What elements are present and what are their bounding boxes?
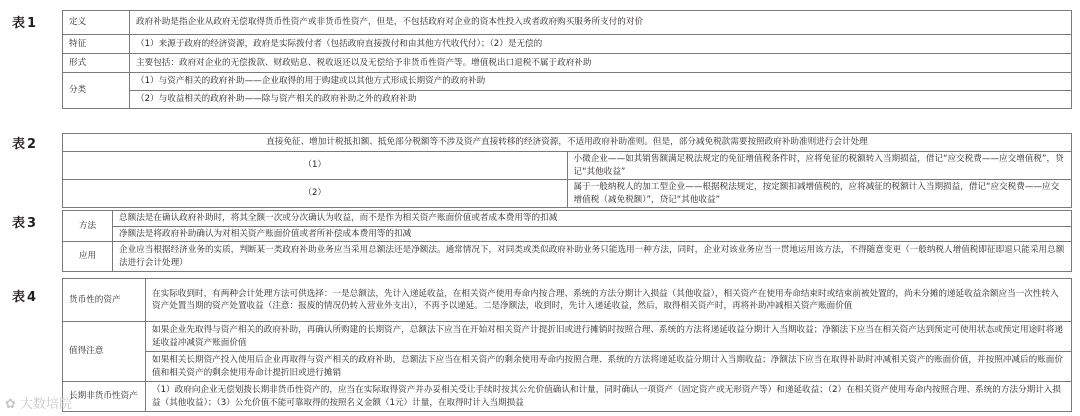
watermark — [5, 393, 72, 412]
row-content: 小微企业——如其销售额满足税法规定的免征增值税条件时，应将免征的税额转入当期损益，借记“应交税费——应交增值税”，贷记“其他收益” — [567, 152, 1072, 180]
row-key: 形式 — [63, 54, 130, 73]
table-1 — [62, 10, 1072, 109]
row-key: （1） — [63, 152, 568, 180]
row-key: 定义 — [63, 11, 130, 35]
table-4 — [62, 278, 1072, 412]
watermark-logo-icon: ✿ — [5, 397, 16, 412]
row-content: 总额法是在确认政府补助时，将其全额一次或分次确认为收益，而不是作为相关资产账面价值或者成本费用等的扣减 — [113, 211, 1072, 227]
table-row — [63, 11, 1072, 35]
table-row — [63, 279, 1072, 322]
row-content: 如果企业先取得与资产相关的政府补助，再确认所购建的长期资产，总额法下应当在开始对相关资产计提折旧或进行摊销时按照合理、系统的方法将递延收益分期计入当期收益；净额法下应当在相关资产达到预定可使用状态或预定用途时将递延收益冲减资产账面价值 — [146, 322, 1072, 352]
row-content: 在实际收到时，有两种会计处理方法可供选择：一是总额法，先计入递延收益，在相关资产使用寿命内按合理、系统的方法分期计入损益（其他收益），相关资产在使用寿命结束时或结束前被处置的，尚未分摊的递延收益余额应当一次性转入资产处置当期的资产处置收益（注意：报废的情况仍转入营业外支出），不再予以递延。二是净额法，收到时，先计入递延收益，然后，取得相关资产时，再将补助冲减相关资产账面价值 — [146, 279, 1072, 322]
table-row — [63, 180, 1072, 208]
table-2 — [62, 133, 1072, 208]
table-row — [63, 91, 1072, 109]
table-row — [63, 73, 1072, 91]
table-row — [63, 211, 1072, 227]
row-key: 分类 — [63, 73, 130, 109]
table-header: 直接免征、增加计税抵扣额、抵免部分税额等不涉及资产直接转移的经济资源，不适用政府补助准则。但是，部分减免税款需要按照政府补助准则进行会计处理 — [63, 134, 1072, 152]
table-3 — [62, 210, 1072, 272]
row-content: 净额法是将政府补助确认为对相关资产账面价值或者所补偿成本费用等的扣减 — [113, 226, 1072, 242]
row-key: 货币性的资产 — [63, 279, 146, 322]
table-row — [63, 152, 1072, 180]
row-key: 方法 — [63, 211, 113, 242]
row-content: 属于一般纳税人的加工型企业——根据税法规定，按定额扣减增值税的，应将减征的税额计入当期损益，借记“应交税费——应交增值税（减免税额）”，贷记“其他收益” — [567, 180, 1072, 208]
table-row — [63, 226, 1072, 242]
table-row — [63, 352, 1072, 382]
row-key: （2） — [63, 180, 568, 208]
row-content: 主要包括：政府对企业的无偿拨款、财政贴息、税收返还以及无偿给予非货币性资产等。增值税出口退税不属于政府补助 — [130, 54, 1072, 73]
row-content: （1）政府向企业无偿划拨长期非货币性资产的，应当在实际取得资产并办妥相关受让手续时按其公允价值确认和计量，同时确认一项资产（固定资产或无形资产等）和递延收益；（2）在相关资产使用寿命内按照合理、系统的方法分期计入损益（其他收益）；（3）公允价值不能可靠取得的按照名义金额（1元）计量，在取得时计入当期损益 — [146, 382, 1072, 412]
table-row — [63, 54, 1072, 73]
row-content: 企业应当根据经济业务的实质，判断某一类政府补助业务应当采用总额法还是净额法。通常情况下，对同类或类似政府补助业务只能选用一种方法，同时，企业对该业务应当一贯地运用该方法，不得随意变更（一般纳税人增值税即征即退只能采用总额法进行会计处理） — [113, 242, 1072, 272]
table-header-row — [63, 134, 1072, 152]
table-2-label: 表2 — [12, 137, 39, 152]
table-row — [63, 242, 1072, 272]
row-content: （2）与收益相关的政府补助——除与资产相关的政府补助之外的政府补助 — [130, 91, 1072, 109]
row-key: 应用 — [63, 242, 113, 272]
table-row — [63, 382, 1072, 412]
row-content: 政府补助是指企业从政府无偿取得货币性资产或非货币性资产，但是，不包括政府对企业的资本性投入或者政府购买服务所支付的对价 — [130, 11, 1072, 35]
row-key: 特征 — [63, 35, 130, 54]
row-content: 如果相关长期资产投入使用后企业再取得与资产相关的政府补助，总额法下应当在相关资产的剩余使用寿命内按照合理、系统的方法将递延收益分期计入当期收益；净额法下应当在取得补助时冲减相关资产的账面价值，并按照冲减后的账面价值和相关资产的剩余使用寿命计提折旧或进行摊销 — [146, 352, 1072, 382]
row-key: 值得注意 — [63, 322, 146, 382]
row-key: 长期非货币性资产 — [63, 382, 146, 412]
table-4-label: 表4 — [12, 290, 39, 305]
watermark-text: 大数培院 — [20, 397, 73, 412]
table-row — [63, 35, 1072, 54]
row-content: （1）来源于政府的经济资源，政府是实际拨付者（包括政府直接拨付和由其他方代收代付）；（2）是无偿的 — [130, 35, 1072, 54]
row-content: （1）与资产相关的政府补助——企业取得的用于购建或以其他方式形成长期资产的政府补助 — [130, 73, 1072, 91]
table-3-label: 表3 — [12, 216, 39, 231]
table-1-label: 表1 — [12, 16, 39, 31]
table-row — [63, 322, 1072, 352]
